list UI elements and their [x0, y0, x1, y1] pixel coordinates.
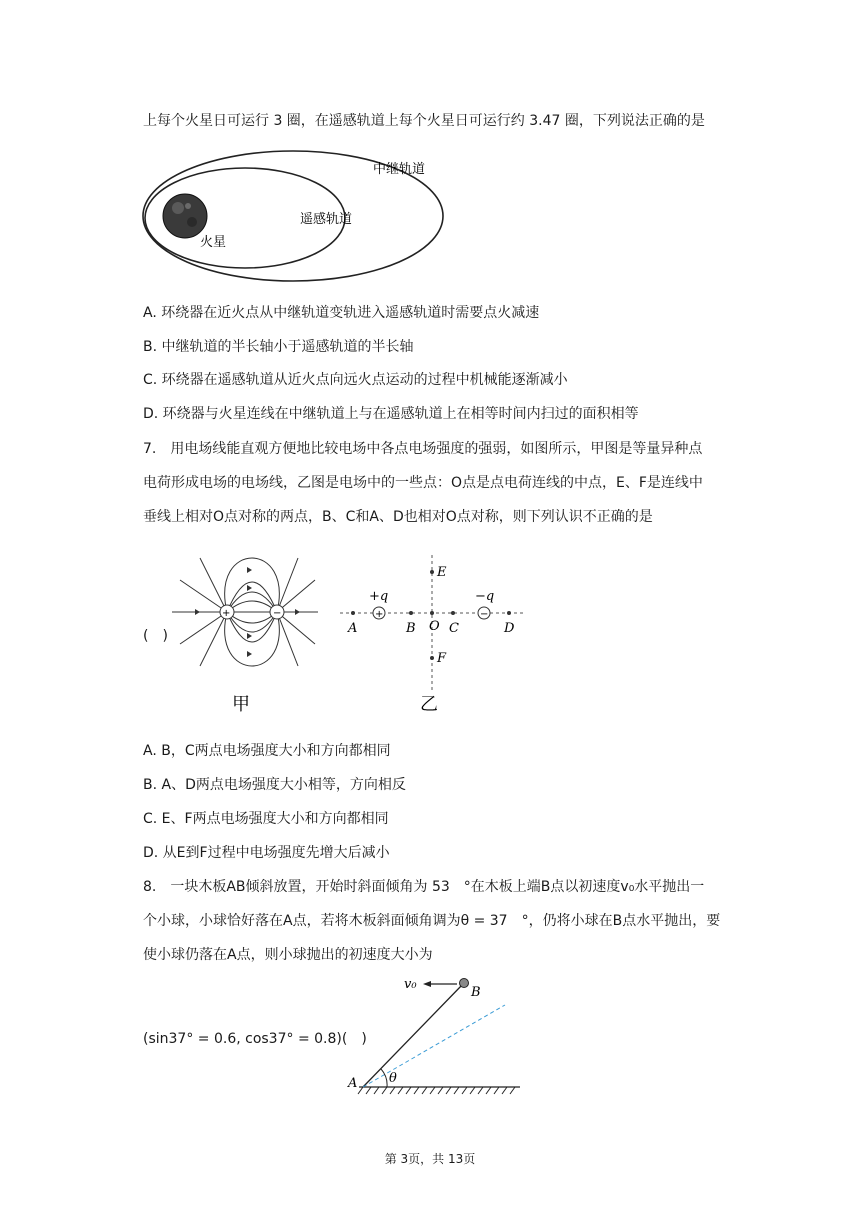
q7-option-b: B. A、D两点电场强度大小相等，方向相反	[143, 777, 406, 793]
q6-option-b: B. 中继轨道的半长轴小于遥感轨道的半长轴	[143, 339, 414, 355]
q8-stem-line1: 8. 一块木板AB倾斜放置，开始时斜面倾角为 53 °在木板上端B点以初速度v₀水平抛出一	[143, 879, 705, 895]
field-lines-figure	[170, 550, 320, 720]
q6-option-c: C. 环绕器在遥感轨道从近火点向远火点运动的过程中机械能逐渐减小	[143, 372, 568, 388]
svg-text:+: +	[222, 608, 231, 619]
point-b-label: B	[471, 985, 481, 1000]
mars-planet	[163, 194, 207, 238]
svg-text:O: O	[429, 619, 440, 634]
svg-text:−: −	[273, 608, 282, 619]
q6-stem-tail: 上每个火星日可运行 3 圈，在遥感轨道上每个火星日可运行约 3.47 圈，下列说法正确的是	[143, 113, 705, 129]
mars-label: 火星	[200, 235, 227, 250]
svg-text:−q: −q	[475, 589, 495, 604]
q8-stem-line3: 使小球仍落在A点，则小球抛出的初速度大小为	[143, 947, 433, 963]
q7-option-a: A. B，C两点电场强度大小和方向都相同	[143, 743, 391, 759]
svg-text:D: D	[504, 621, 515, 636]
relay-orbit-label: 中继轨道	[373, 162, 426, 177]
q6-option-a: A. 环绕器在近火点从中继轨道变轨进入遥感轨道时需要点火减速	[143, 305, 540, 321]
point-a-label: A	[348, 1076, 358, 1091]
theta-label: θ	[389, 1071, 397, 1086]
svg-text:E: E	[437, 565, 447, 580]
q8-condition: (sin37° = 0.6, cos37° = 0.8)( )	[143, 1031, 367, 1047]
fig-yi-label: 乙	[420, 694, 438, 715]
q7-answer-paren: ( )	[143, 628, 168, 644]
q6-option-d: D. 环绕器与火星连线在中继轨道上与在遥感轨道上在相等时间内扫过的面积相等	[143, 406, 639, 422]
points-figure	[335, 550, 535, 720]
svg-text:B: B	[406, 621, 416, 636]
q8-stem-line2: 个小球，小球恰好落在A点，若将木板斜面倾角调为θ = 37 °，仍将小球在B点水平抛出，要	[143, 913, 721, 929]
q7-option-c: C. E、F两点电场强度大小和方向都相同	[143, 811, 389, 827]
svg-text:+: +	[375, 609, 384, 620]
q7-stem-line1: 7. 用电场线能直观方便地比较电场中各点电场强度的强弱，如图所示，甲图是等量异种点	[143, 441, 703, 457]
fig-jia-label: 甲	[232, 694, 250, 715]
board-ab	[363, 984, 463, 1087]
svg-text:−: −	[480, 609, 489, 620]
orbit-figure	[140, 148, 460, 288]
q7-stem-line2: 电荷形成电场的电场线，乙图是电场中的一些点：O点是点电荷连线的中点，E、F是连线中	[143, 475, 703, 491]
svg-text:A: A	[348, 621, 358, 636]
page-footer: 第 3页，共 13页	[384, 1152, 476, 1166]
incline-figure	[345, 972, 530, 1102]
q7-stem-line3: 垂线上相对O点对称的两点，B、C和A、D也相对O点对称，则下列认识不正确的是	[143, 509, 653, 525]
svg-text:F: F	[437, 651, 447, 666]
ball	[460, 979, 469, 988]
q7-option-d: D. 从E到F过程中电场强度先增大后减小	[143, 845, 390, 861]
svg-text:C: C	[449, 621, 459, 636]
v0-label: v₀	[404, 977, 417, 992]
remote-orbit-label: 遥感轨道	[300, 212, 353, 227]
svg-text:+q: +q	[369, 589, 389, 604]
